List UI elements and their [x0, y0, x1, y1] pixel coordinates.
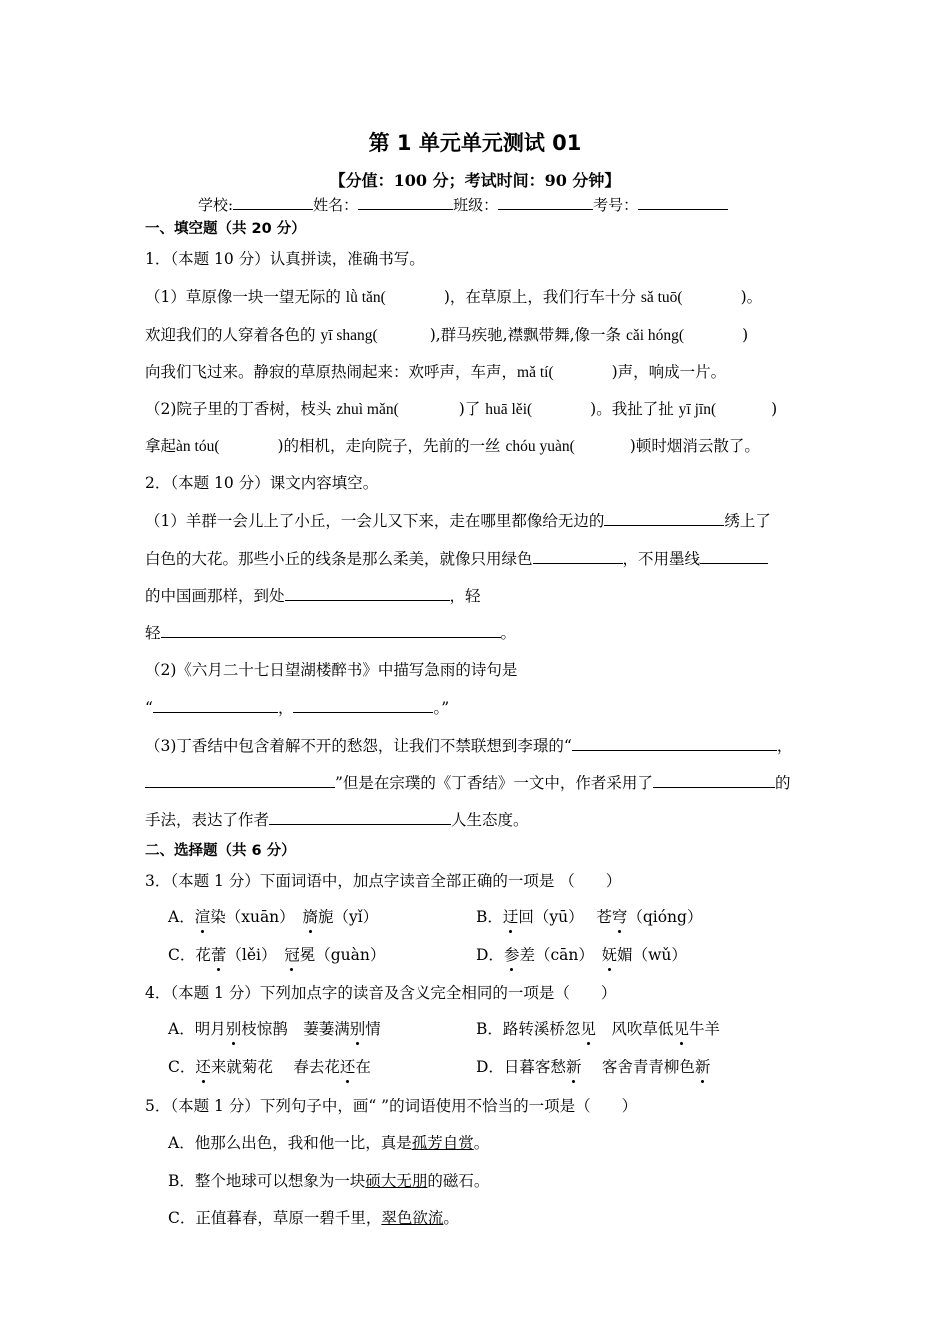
answer-blank[interactable] [145, 772, 335, 788]
q2-line-4: 轻 。 [145, 624, 517, 642]
answer-blank[interactable] [285, 585, 450, 601]
q3-option-c[interactable]: C．花蕾（lěi） 冠冕（guàn） [168, 946, 386, 964]
answer-blank[interactable] [153, 697, 278, 713]
underlined-idiom: 翠色欲流 [381, 1209, 444, 1227]
answer-blank[interactable] [293, 697, 433, 713]
name-field[interactable] [358, 194, 453, 210]
q4-option-d[interactable]: D．日暮客愁新 客舍青青柳色新 [476, 1058, 711, 1076]
q2-line-7: （3)丁香结中包含着解不开的愁怨，让我们不禁联想到李璟的“ ， [145, 737, 793, 755]
number-field[interactable] [638, 194, 728, 210]
q5-option-a[interactable]: A．他那么出色，我和他一比，真是孤芳自赏。 [168, 1134, 490, 1152]
q4-heading: 4．（本题 1 分）下列加点字的读音及含义完全相同的一项是（ ） [145, 984, 617, 1002]
q3-option-b[interactable]: B．迂回（yū） 苍穹（qióng） [476, 908, 703, 926]
q1-line-1: （1）草原像一块一望无际的 lǜ tǎn( )，在草原上，我们行车十分 sǎ tuō( )。 [145, 288, 763, 306]
q1-line-4: （2)院子里的丁香树，枝头 zhuì mǎn( )了 huā lěi( )。我扯了扯 yī jīn( ) [145, 400, 778, 418]
q4-option-c[interactable]: C．还来就菊花 春去花还在 [168, 1058, 371, 1076]
q5-heading: 5．（本题 1 分）下列句子中，画“ ”的词语使用不恰当的一项是（ ） [145, 1097, 638, 1115]
answer-blank[interactable] [161, 622, 501, 638]
answer-blank[interactable] [653, 772, 775, 788]
answer-blank[interactable] [533, 548, 623, 564]
school-label: 学校: [198, 196, 234, 214]
q2-line-5: （2)《六月二十七日望湖楼醉书》中描写急雨的诗句是 [145, 661, 518, 679]
q4-option-a[interactable]: A．明月别枝惊鹊 萋萋满别情 [168, 1020, 381, 1038]
q3-heading: 3．（本题 1 分）下面词语中，加点字读音全部正确的一项是 （ ） [145, 872, 622, 890]
underlined-idiom: 孤芳自赏 [411, 1134, 474, 1152]
page-title: 第 1 单元单元测试 01 [368, 131, 582, 155]
q5-option-b[interactable]: B．整个地球可以想象为一块硕大无朋的磁石。 [168, 1172, 490, 1190]
answer-blank[interactable] [269, 809, 451, 825]
answer-blank[interactable] [572, 735, 777, 751]
q4-option-b[interactable]: B．路转溪桥忽见 风吹草低见牛羊 [476, 1020, 720, 1038]
q3-option-a[interactable]: A．渲染（xuān） 旖旎（yǐ） [168, 908, 379, 926]
q2-heading: 2．（本题 10 分）课文内容填空。 [145, 474, 379, 492]
school-field[interactable] [233, 194, 313, 210]
q2-line-6: “ ， 。” [145, 699, 450, 717]
q2-line-2: 白色的大花。那些小丘的线条是那么柔美，就像只用绿色 ，不用墨线 [145, 548, 768, 569]
exam-meta: 【分值：100 分；考试时间：90 分钟】 [329, 171, 621, 190]
q2-line-3: 的中国画那样，到处 ，轻 [145, 587, 481, 605]
q3-option-d[interactable]: D．参差（cān） 妩媚（wǔ） [476, 946, 687, 964]
q1-heading: 1．（本题 10 分）认真拼读，准确书写。 [145, 250, 425, 268]
q1-line-2: 欢迎我们的人穿着各色的 yī shang( ),群马疾驰,襟飘带舞,像一条 cǎi hóng( ) [145, 326, 749, 344]
name-label: 姓名： [313, 196, 359, 214]
answer-blank[interactable] [604, 510, 724, 526]
q2-line-8: ”但是在宗璞的《丁香结》一文中，作者采用了 的 [145, 772, 790, 793]
q5-option-c[interactable]: C．正值暮春，草原一碧千里，翠色欲流。 [168, 1209, 459, 1227]
q1-line-5: 拿起àn tóu( )的相机，走向院子，先前的一丝 chóu yuàn( )顿时烟消云散了。 [145, 437, 760, 455]
number-label: 考号： [593, 196, 639, 214]
class-label: 班级： [453, 196, 499, 214]
q2-line-1: （1）羊群一会儿上了小丘，一会儿又下来，走在哪里都像给无边的 绣上了 [145, 512, 771, 530]
q2-line-9: 手法，表达了作者 人生态度。 [145, 811, 529, 829]
student-info-line [198, 194, 728, 215]
class-field[interactable] [498, 194, 593, 210]
answer-blank[interactable] [700, 548, 768, 564]
q1-line-3: 向我们飞过来。静寂的草原热闹起来：欢呼声，车声，mǎ tí( )声，响成一片。 [145, 363, 727, 381]
section-choice-heading: 二、选择题（共 6 分） [145, 843, 296, 859]
section-fill-in-heading: 一、填空题（共 20 分） [145, 221, 306, 237]
underlined-idiom: 硕大无朋 [365, 1172, 428, 1190]
